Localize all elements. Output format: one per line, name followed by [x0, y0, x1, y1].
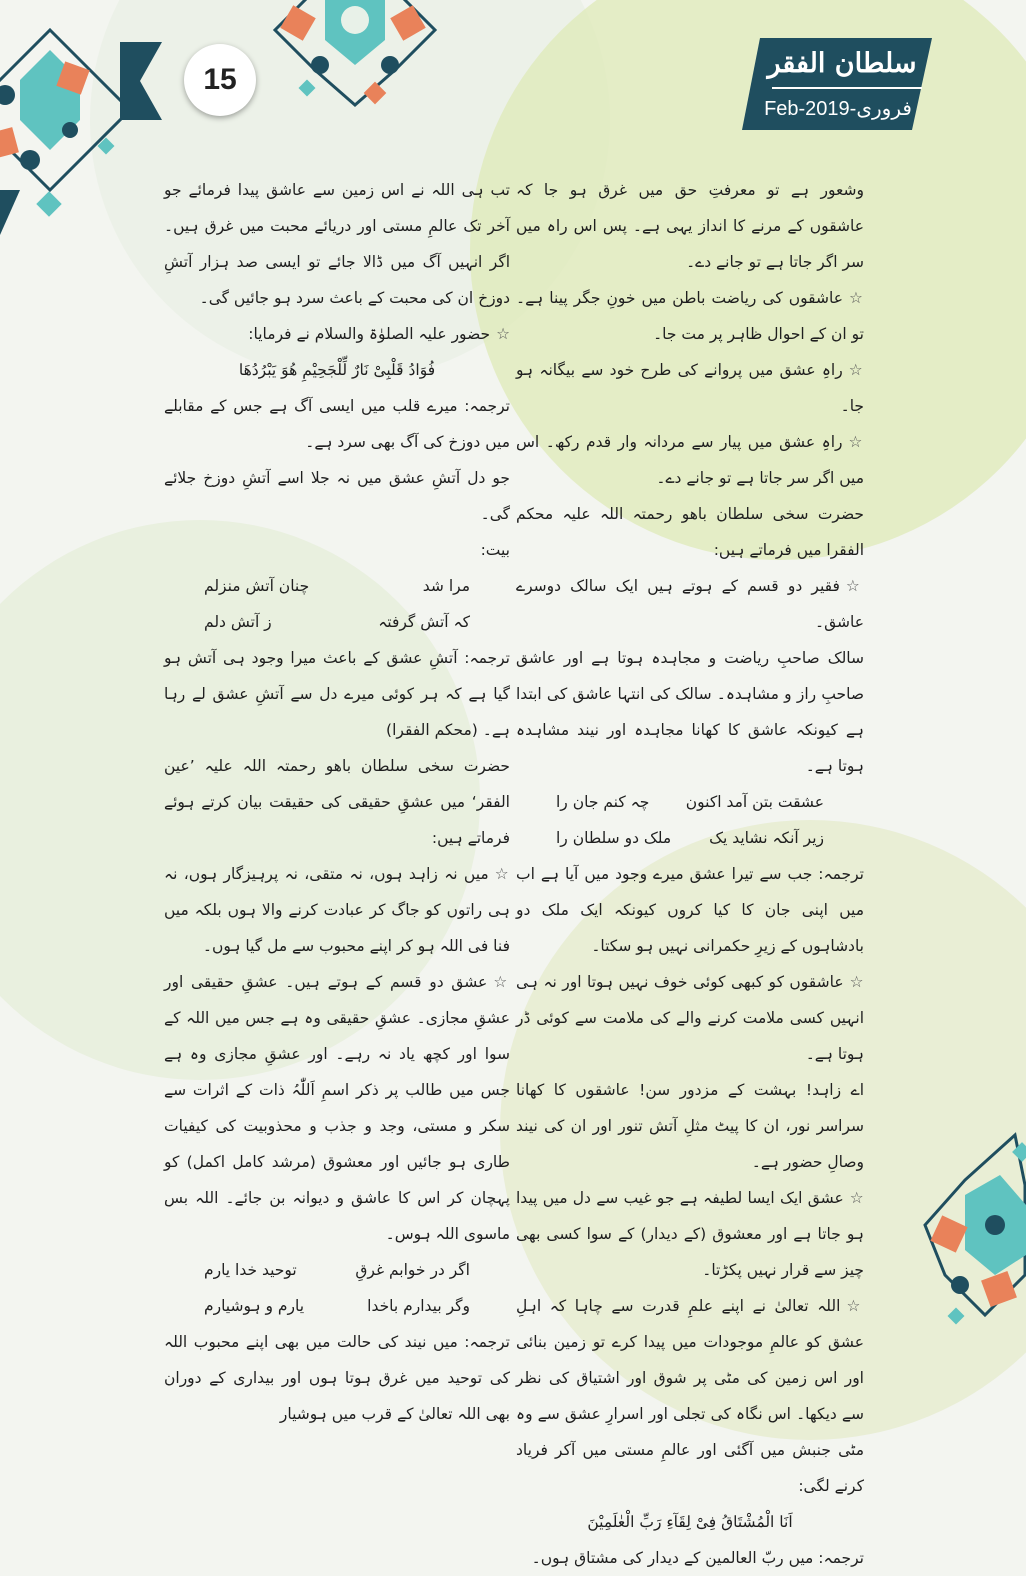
left-column: [164, 172, 510, 1432]
bookmark-flag-icon: [120, 42, 162, 120]
verse-line: اگر در خوابم غرقِ توحید خدا یارم: [204, 1261, 470, 1279]
translation: ترجمہ: میرے قلب میں ایسی آگ ہے جس کے مقابلے میں دوزخ کی آگ بھی سرد ہے۔: [164, 397, 510, 451]
arabic-quote: فُوَادُ قَلْبِیْ نَارٌ لِّلْجَحِیْمِ هُوَ یَبْرُدُهَا: [238, 361, 436, 379]
paragraph: حضرت سخی سلطان باھو رحمتہ اللہ علیہ محکم الفقرا میں فرماتے ہیں:: [516, 505, 864, 559]
list-item: ☆عشق ایک ایسا لطیفہ ہے جو غیب سے دل میں پیدا ہو جاتا ہے اور معشوق (کے دیدار) کے سوا کسی بھی چیز سے قرار نہیں پکڑتا۔: [516, 1189, 864, 1279]
paragraph: جو دل آتشِ عشق میں نہ جلا اسے آتشِ دوزخ جلائے گی۔: [164, 469, 510, 523]
verse-line: کہ آتش گرفتہ ز آتش دلم: [204, 613, 470, 631]
paragraph: اے زاہد! بہشت کے مزدور سن! عاشقوں کا کھانا سراسر نور، ان کا پیٹ مثلِ آتش تنور اور ان کی نیند وصالِ حضور ہے۔: [516, 1081, 864, 1171]
translation: ترجمہ: آتشِ عشق کے باعث میرا وجود ہی آتش ہو گیا ہے کہ ہر کوئی میرے دل سے آتشِ عشق لے رہا ہے۔ (محکم الفقرا): [164, 649, 510, 739]
bait-label: بیت:: [480, 541, 510, 559]
paragraph: تب ہی اللہ نے اس زمین سے عاشق پیدا فرمائے جو آخر تک عالمِ مستی اور دریائے محبت میں غرق ہیں۔ اگر انہیں آگ میں ڈالا جائے تو ایسی صد ہزار آتشِ دوزخ ان کی محبت کے باعث سرد ہو جائیں گی۔: [164, 181, 510, 307]
page-number: 15: [184, 44, 256, 116]
translation: ترجمہ: جب سے تیرا عشق میرے وجود میں آیا ہے اب میں اپنی جان کا کیا کروں کیونکہ ایک ملک دو بادشاہوں کے زیرِ حکمرانی نہیں ہو سکتا۔: [516, 865, 864, 955]
list-item: ☆فقیر دو قسم کے ہوتے ہیں ایک سالک دوسرے عاشق۔: [516, 577, 864, 631]
star-icon: ☆: [848, 289, 864, 307]
translation: ترجمہ: میں ربّ العالمین کے دیدار کی مشتاق ہوں۔: [531, 1549, 864, 1567]
paragraph: سالک صاحبِ ریاضت و مجاہدہ ہوتا ہے اور عاشق صاحبِ راز و مشاہدہ۔ سالک کی انتہا عاشق کی ابتدا ہے کیونکہ عاشق کا کھانا مجاہدہ اور نیند مشاہدہ ہوتا ہے۔: [516, 649, 864, 775]
list-item: ☆حضور علیہ الصلوٰۃ والسلام نے فرمایا:: [248, 325, 510, 343]
star-icon: ☆: [849, 1189, 864, 1207]
geometric-ornament-icon: [255, 0, 455, 110]
arabic-quote: اَنَا الْمُشْتَاقُ فِیْ لِقَآءِ رَبِّ الْعٰلَمِیْنَ: [587, 1513, 793, 1531]
geometric-ornament-icon: [0, 20, 140, 250]
list-item: ☆عاشقوں کی ریاضت باطن میں خونِ جگر پینا ہے۔ تو ان کے احوال ظاہر پر مت جا۔: [516, 289, 864, 343]
list-item: ☆عشق دو قسم کے ہوتے ہیں۔ عشقِ حقیقی اور عشقِ مجازی۔ عشقِ حقیقی وہ ہے جس میں اللہ کے سوا اور کچھ یاد نہ رہے۔ اور عشقِ مجازی وہ ہے جس میں طالب پر ذکر اسمِ اَللّٰہُ ذات کے اثرات سے سکر و مستی، وجد و جذب و محذوبیت کی کیفیات طاری ہو جائیں اور معشوق (مرشد کامل اکمل) کو پہچان کر اس کا عاشق و دیوانہ بن جائے۔ اللہ بس ماسوی اللہ ہوس۔: [164, 973, 510, 1243]
paragraph: حضرت سخی سلطان باھو رحمتہ اللہ علیہ ’عین الفقر‘ میں عشقِ حقیقی کی حقیقت بیان کرتے ہوئے فرماتے ہیں:: [164, 757, 510, 847]
star-icon: ☆: [493, 973, 510, 991]
verse-line: زیر آنکہ نشاید یک ملک دو سلطان را: [556, 829, 824, 847]
star-icon: ☆: [849, 973, 864, 991]
right-column: [516, 172, 864, 1576]
list-item: ☆میں نہ زاہد ہوں، نہ متقی، نہ پرہیزگار ہوں، نہ ہی راتوں کو جاگ کر عبادت کرنے والا ہوں بلکہ میں فنا فی اللہ ہو کر اپنے محبوب سے مل گیا ہوں۔: [164, 865, 510, 955]
star-icon: ☆: [496, 325, 510, 343]
star-icon: ☆: [848, 361, 864, 379]
geometric-ornament-icon: [905, 1125, 1026, 1327]
masthead: [742, 38, 932, 130]
list-item: ☆اللہ تعالیٰ نے اپنے علمِ قدرت سے چاہا کہ اہلِ عشق کو عالمِ موجودات میں پیدا کرے تو زمین بنائی اور اس زمین کی مٹی پر شوق اور اشتیاق کی نظر سے دیکھا۔ اس نگاہ کی تجلی اور اسرارِ عشق سے وہ مٹی جنبش میں آگئی اور عالمِ مستی میں آکر فریاد کرنے لگی:: [516, 1297, 864, 1495]
list-item: ☆عاشقوں کو کبھی کوئی خوف نہیں ہوتا اور نہ ہی انہیں کسی ملامت کرنے والے کی ملامت سے کوئی ڈر ہوتا ہے۔: [516, 973, 864, 1063]
magazine-title: سلطان الفقر: [767, 48, 917, 79]
issue-date: Feb-2019-فروری: [764, 98, 912, 120]
star-icon: ☆: [845, 577, 864, 595]
star-icon: ☆: [494, 865, 510, 883]
star-icon: ☆: [846, 1297, 864, 1315]
verse-line: وگر بیدارم باخدا یارم و ہوشیارم: [204, 1297, 470, 1315]
list-item: ☆راہِ عشق میں پیار سے مردانہ وار قدم رکھ۔ اس میں اگر سر جاتا ہے تو جانے دے۔: [516, 433, 864, 487]
list-item: ☆راہِ عشق میں پروانے کی طرح خود سے بیگانہ ہو جا۔: [516, 361, 864, 415]
paragraph: وشعور ہے تو معرفتِ حق میں غرق ہو جا کہ عاشقوں کے مرنے کا انداز یہی ہے۔ پس اس راہ میں سر اگر جاتا ہے تو جانے دے۔: [516, 181, 864, 271]
translation: ترجمہ: میں نیند کی حالت میں بھی اپنے محبوب اللہ کی توحید میں غرق ہوتا ہوں اور بیداری کے دوران بھی اللہ تعالیٰ کے قرب میں ہوشیار: [164, 1333, 510, 1423]
verse-line: مرا شد چنان آتش منزلم: [204, 577, 470, 595]
verse-line: عشقت بتن آمد اکنون چہ کنم جان را: [556, 793, 824, 811]
star-icon: ☆: [848, 433, 864, 451]
